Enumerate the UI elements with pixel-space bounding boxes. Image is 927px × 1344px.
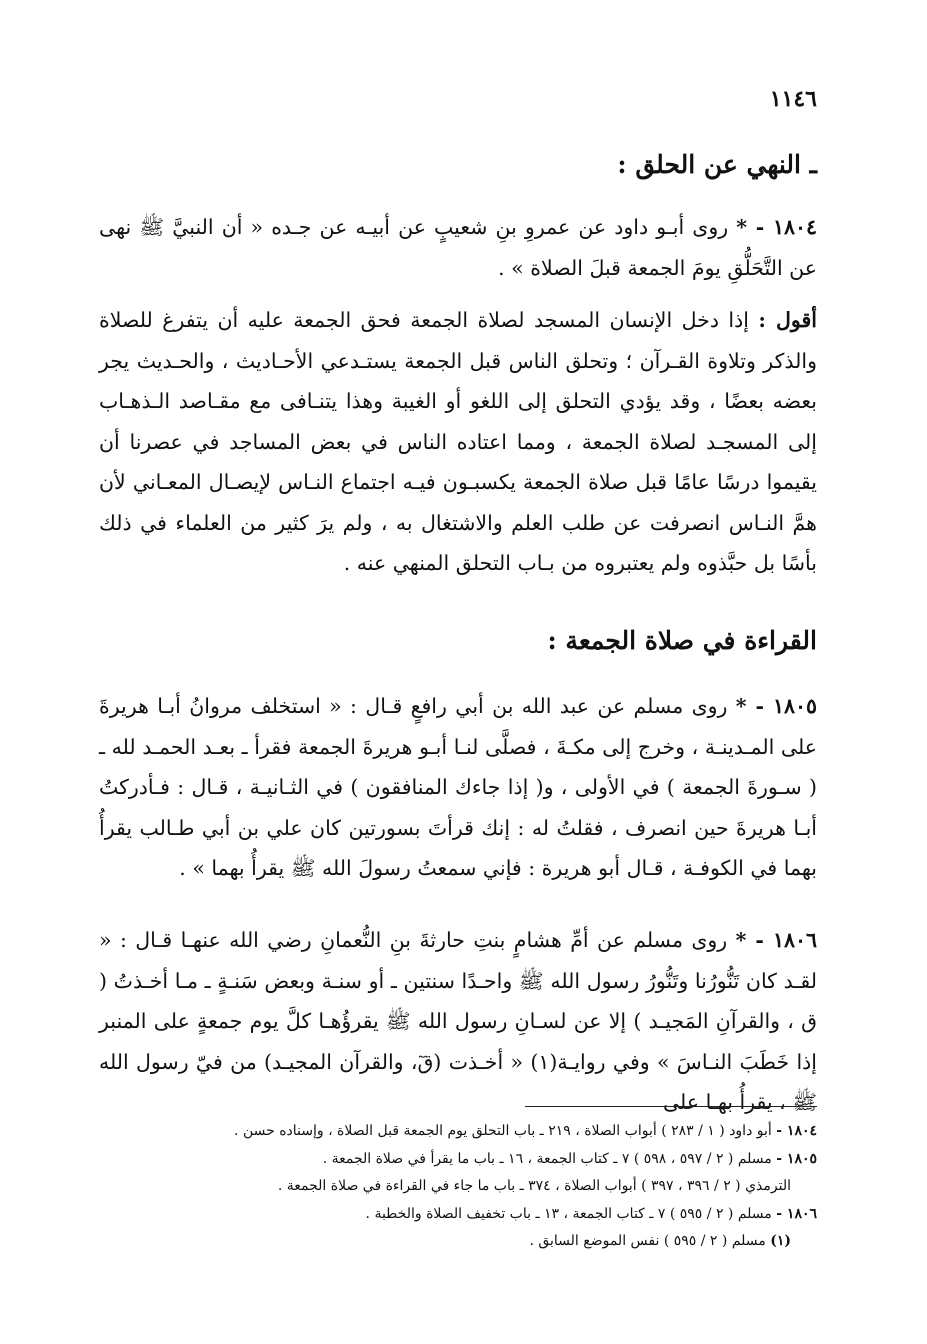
page-number: ١١٤٦ <box>769 86 817 112</box>
hadith-text: روى مسلم عن أمِّ هشامٍ بنتِ حارثةَ بنِ النُّعمانِ رضي الله عنهـا قـال : « لقـد كان تَنُّورُنا وتَنُّورُ رسول الله ﷺ واحـدًا سنتين ـ أو سنـة وبعض سَنـةٍ ـ مـا أخـذتُ ( ق ، والقرآنِ المَجيـد ) إلا عن لسـانِ رسول الله ﷺ يقرؤُهـا كلَّ يوم جمعةٍ على المنبر إذا خَطَبَ النـاسَ » وفي روايـة(١) « أخـذت (قٓ، والقرآن المجيـد) من فيّ رسول الله ﷺ ، يقرأُ بهـا على <box>99 928 817 1114</box>
commentary-lead: أقول : <box>758 308 817 332</box>
footnote-separator <box>525 1106 817 1107</box>
hadith-1805 <box>99 686 817 889</box>
footnote-1806: ١٨٠٦ - مسلم ( ٢ / ٥٩٥ ) ٧ ـ كتاب الجمعة ، ١٣ ـ باب تخفيف الصلاة والخطبة . <box>365 1205 817 1222</box>
footnote-1805: ١٨٠٥ - مسلم ( ٢ / ٥٩٧ ، ٥٩٨ ) ٧ ـ كتاب الجمعة ، ١٦ ـ باب ما يقرأ في صلاة الجمعة . <box>322 1150 817 1167</box>
hadith-1804 <box>99 207 817 288</box>
commentary-block <box>99 300 817 584</box>
hadith-number: ١٨٠٥ - * <box>735 694 817 718</box>
hadith-text: روى مسلم عن عبد الله بن أبي رافعٍ قـال : « استخلف مروانُ أبـا هريرةَ على المـدينـة ، وخرج إلى مكـةَ ، فصلَّى لنـا أبـو هريرةَ الجمعة فقرأ ـ بعـد الحمـد لله ـ ( سـورةَ الجمعة ) في الأولى ، و( إذا جاءك المنافقون ) في الثـانيـة ، قـال : فـأدركتُ أبـا هريرةَ حين انصرف ، فقلتُ له : إنك قرأتَ بسورتين كان علي بن أبي طـالب يقرأُ بهما في الكوفـة ، قـال أبو هريرة : فإني سمعتُ رسولَ الله ﷺ يقرأُ بهما » . <box>99 694 817 880</box>
section-heading-friday-recitation: القراءة في صلاة الجمعة : <box>547 626 817 655</box>
hadith-text: روى أبـو داود عن عمروِ بنِ شعيبٍ عن أبيـه عن جـده « أن النبيَّ ﷺ نهى عن التَّحَلُّقِ يومَ الجمعة قبلَ الصلاة » . <box>99 215 817 280</box>
footnote-1804: ١٨٠٤ - أبو داود ( ١ / ٢٨٣ ) أبواب الصلاة ، ٢١٩ ـ باب التحلق يوم الجمعة قبل الصلاة ، وإسناده حسن . <box>234 1123 817 1139</box>
footnotes <box>99 1118 817 1256</box>
commentary-paragraph-1: إذا دخل الإنسان المسجد لصلاة الجمعة فحق الجمعة عليه أن يتفرغ للصلاة والذكر وتلاوة القـرآن ؛ وتحلق الناس قبل الجمعة يستـدعي الأحـاديث ، والحـديث يجر بعضه بعضًا ، وقد يؤدي التحلق إلى اللغو أو الغيبة وهذا يتنـافى مع مقـاصد الـذهـاب إلى المسجـد لصلاة الجمعة ، <box>99 308 817 454</box>
commentary-paragraph-2: ومما اعتاده الناس في بعض المساجد في عصرنا أن يقيموا درسًا عامًا قبل صلاة الجمعة يكسبـون فيـه اجتماع النـاس لإيصـال المعـاني لأن همَّ النـاس انصرفت عن طلب العلم والاشتغال به ، ولم يرَ كثير من العلماء في ذلك بأسًا بل حبَّذوه ولم يعتبروه من بـاب التحلق المنهي عنه . <box>99 429 817 575</box>
section-heading-no-circles: ـ النهي عن الحلق : <box>617 150 817 179</box>
footnote-1805-tirmidhi: الترمذي ( ٢ / ٣٩٦ ، ٣٩٧ ) أبواب الصلاة ، ٣٧٤ ـ باب ما جاء في القراءة في صلاة الجمعة . <box>277 1178 791 1194</box>
hadith-1806 <box>99 920 817 1123</box>
footnote-1: (١) مسلم ( ٢ / ٥٩٥ ) نفس الموضع السابق . <box>529 1233 791 1249</box>
hadith-number: ١٨٠٤ - * <box>736 215 817 239</box>
hadith-number: ١٨٠٦ - * <box>735 928 817 952</box>
